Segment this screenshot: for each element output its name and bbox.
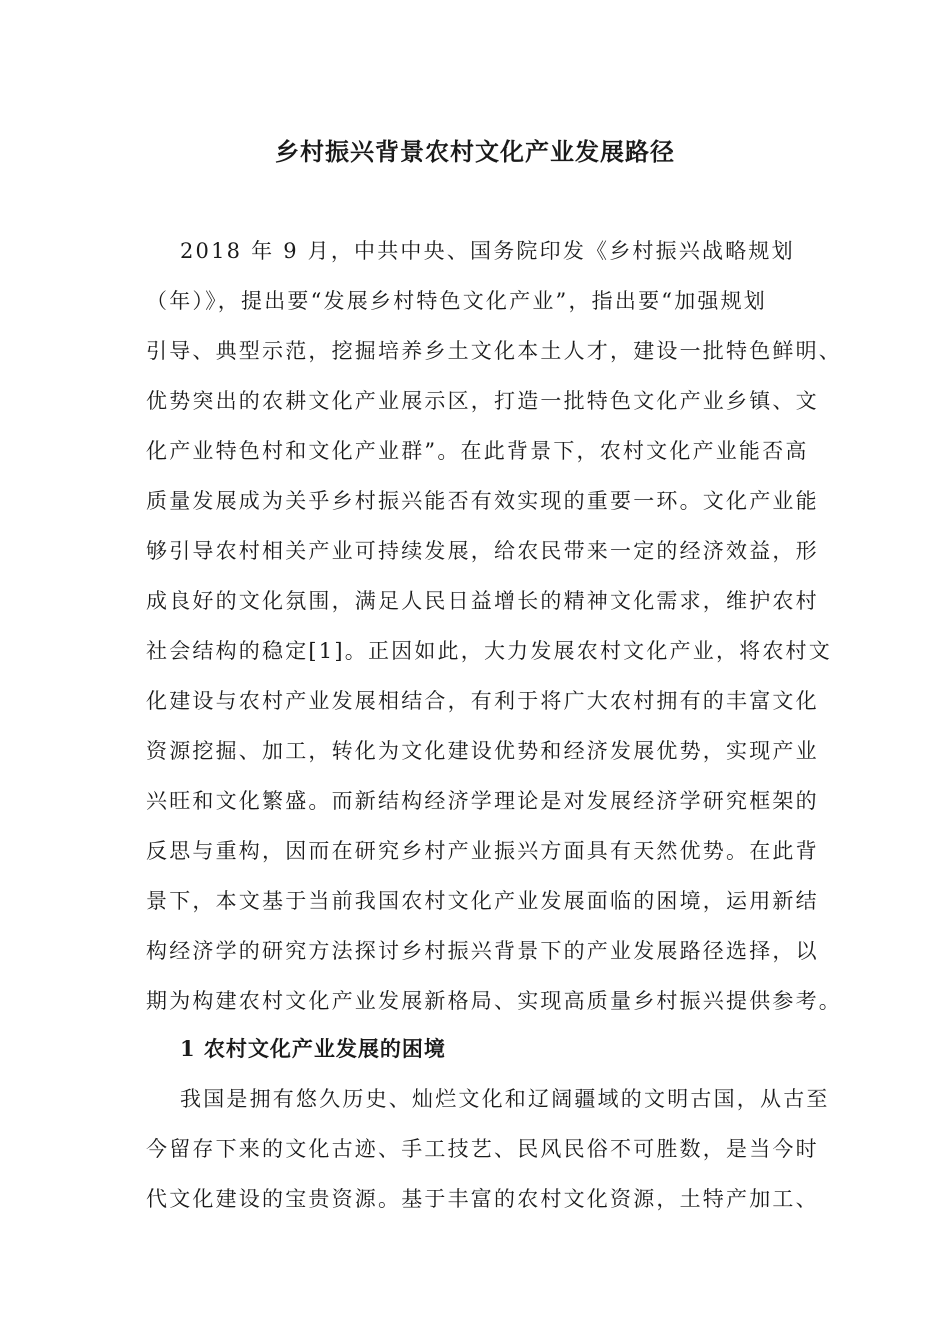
paragraph-line: 够引导农村相关产业可持续发展，给农民带来一定的经济效益，形 — [146, 539, 819, 563]
intro-paragraph — [146, 226, 842, 1026]
paragraph-line: （年）》，提出要“发展乡村特色文化产业”，指出要“加强规划 — [146, 289, 768, 313]
paragraph-line: 反思与重构，因而在研究乡村产业振兴方面具有天然优势。在此背 — [146, 839, 819, 863]
paragraph-line: 期为构建农村文化产业发展新格局、实现高质量乡村振兴提供参考。 — [146, 989, 842, 1013]
paragraph-line: 引导、典型示范，挖掘培养乡土文化本土人才，建设一批特色鲜明、 — [146, 339, 842, 363]
paragraph-line: 资源挖掘、加工，转化为文化建设优势和经济发展优势，实现产业 — [146, 739, 819, 763]
document-title: 乡村振兴背景农村文化产业发展路径 — [275, 137, 675, 166]
paragraph-line: 我国是拥有悠久历史、灿烂文化和辽阔疆域的文明古国，从古至 — [180, 1087, 830, 1111]
section-paragraph — [146, 1074, 830, 1224]
paragraph-line: 化建设与农村产业发展相结合，有利于将广大农村拥有的丰富文化 — [146, 689, 819, 713]
paragraph-line: 今留存下来的文化古迹、手工技艺、民风民俗不可胜数，是当今时 — [146, 1137, 819, 1161]
paragraph-line: 代文化建设的宝贵资源。基于丰富的农村文化资源，土特产加工、 — [146, 1187, 819, 1211]
paragraph-line: 社会结构的稳定[1]。正因如此，大力发展农村文化产业，将农村文 — [146, 639, 832, 663]
paragraph-line: 景下，本文基于当前我国农村文化产业发展面临的困境，运用新结 — [146, 889, 819, 913]
paragraph-line: 2018 年 9 月，中共中央、国务院印发《乡村振兴战略规划 — [180, 239, 795, 263]
paragraph-line: 兴旺和文化繁盛。而新结构经济学理论是对发展经济学研究框架的 — [146, 789, 819, 813]
section-heading: 1 农村文化产业发展的困境 — [180, 1036, 446, 1061]
paragraph-line: 化产业特色村和文化产业群”。在此背景下，农村文化产业能否高 — [146, 439, 809, 463]
paragraph-line: 质量发展成为关乎乡村振兴能否有效实现的重要一环。文化产业能 — [146, 489, 819, 513]
paragraph-line: 成良好的文化氛围，满足人民日益增长的精神文化需求，维护农村 — [146, 589, 819, 613]
paragraph-line: 构经济学的研究方法探讨乡村振兴背景下的产业发展路径选择，以 — [146, 939, 819, 963]
paragraph-line: 优势突出的农耕文化产业展示区，打造一批特色文化产业乡镇、文 — [146, 389, 819, 413]
